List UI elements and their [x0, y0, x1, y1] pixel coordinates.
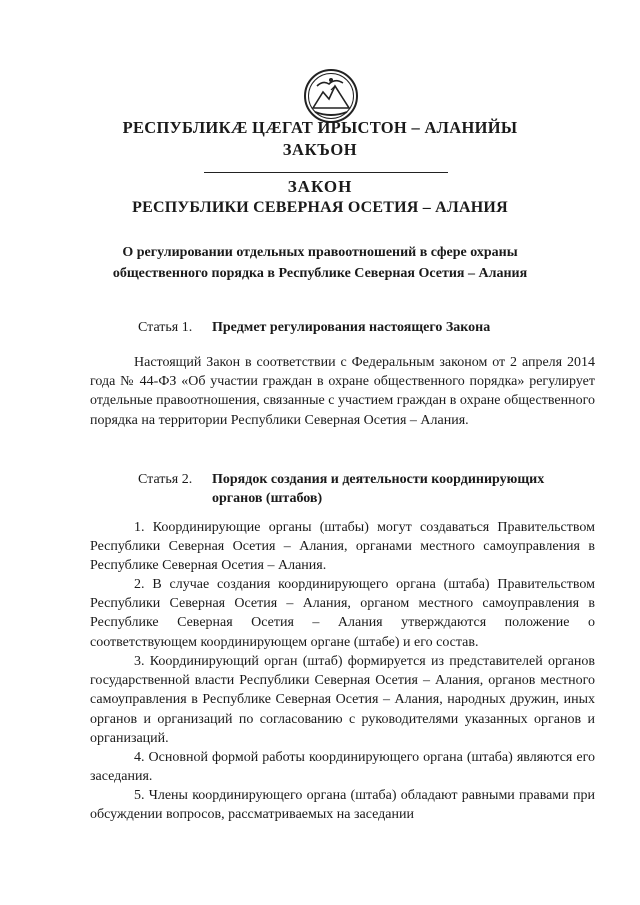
coat-of-arms-emblem [303, 68, 359, 124]
law-title [0, 242, 640, 284]
header-ossetian-law: ЗАКЪОН [282, 140, 358, 159]
law-title-line2: общественного порядка в Республике Северная Осетия – Алания [112, 266, 528, 281]
article-2-paragraph-3: 3. Координирующий орган (штаб) формируется из представителей органов государственной власти Республики Северная Осетия – Алания, органов местного самоуправления в Республике Северная Осетия – Алания, народных дружин, иных органов и организаций по согласованию с руководителями указанных органов и организаций. [90, 654, 595, 746]
header-russian-republic: РЕСПУБЛИКИ СЕВЕРНАЯ ОСЕТИЯ – АЛАНИЯ [132, 199, 508, 216]
article-1-number: Статья 1. [138, 320, 193, 335]
article-2-paragraph-5: 5. Члены координирующего органа (штаба) обладают равными правами при обсуждении вопросов, рассматриваемых на заседании [90, 788, 595, 823]
article-1-paragraph: Настоящий Закон в соответствии с Федеральным законом от 2 апреля 2014 года № 44-ФЗ «Об участии граждан в охране общественного порядка» регулирует отдельные правоотношения, связанные с участием граждан в охране общественного порядка на территории Республики Северная Осетия – Алания. [90, 355, 595, 428]
article-2-heading [138, 470, 545, 506]
article-2-title-line2: органов (штабов) [212, 491, 323, 506]
article-1-title: Предмет регулирования настоящего Закона [212, 320, 491, 335]
article-2-paragraph-2: 2. В случае создания координирующего органа (штаба) Правительством Республики Северная Осетия – Алания, органом местного самоуправления в Республике Северная Осетия – Алания утверждаются положение о соответствующем координирующем органе (штабе) и его состав. [90, 577, 595, 650]
header-russian-law: ЗАКОН [287, 177, 353, 196]
article-1-heading [138, 318, 490, 338]
law-title-line1: О регулировании отдельных правоотношений в сфере охраны [122, 245, 518, 260]
article-2-number: Статья 2. [138, 472, 193, 487]
article-2-title-line1: Порядок создания и деятельности координирующих [212, 472, 545, 487]
article-2-paragraph-4: 4. Основной формой работы координирующего органа (штаба) являются его заседания. [90, 750, 595, 785]
header-divider [204, 172, 448, 173]
header-ossetian-republic: РЕСПУБЛИКӔ ЦӔГАТ ИРЫСТОН – АЛАНИЙЫ [122, 118, 518, 137]
article-2-paragraph-1: 1. Координирующие органы (штабы) могут создаваться Правительством Республики Северная Осетия – Алания, органами местного самоуправления в Республике Северная Осетия – Алания. [90, 520, 595, 574]
